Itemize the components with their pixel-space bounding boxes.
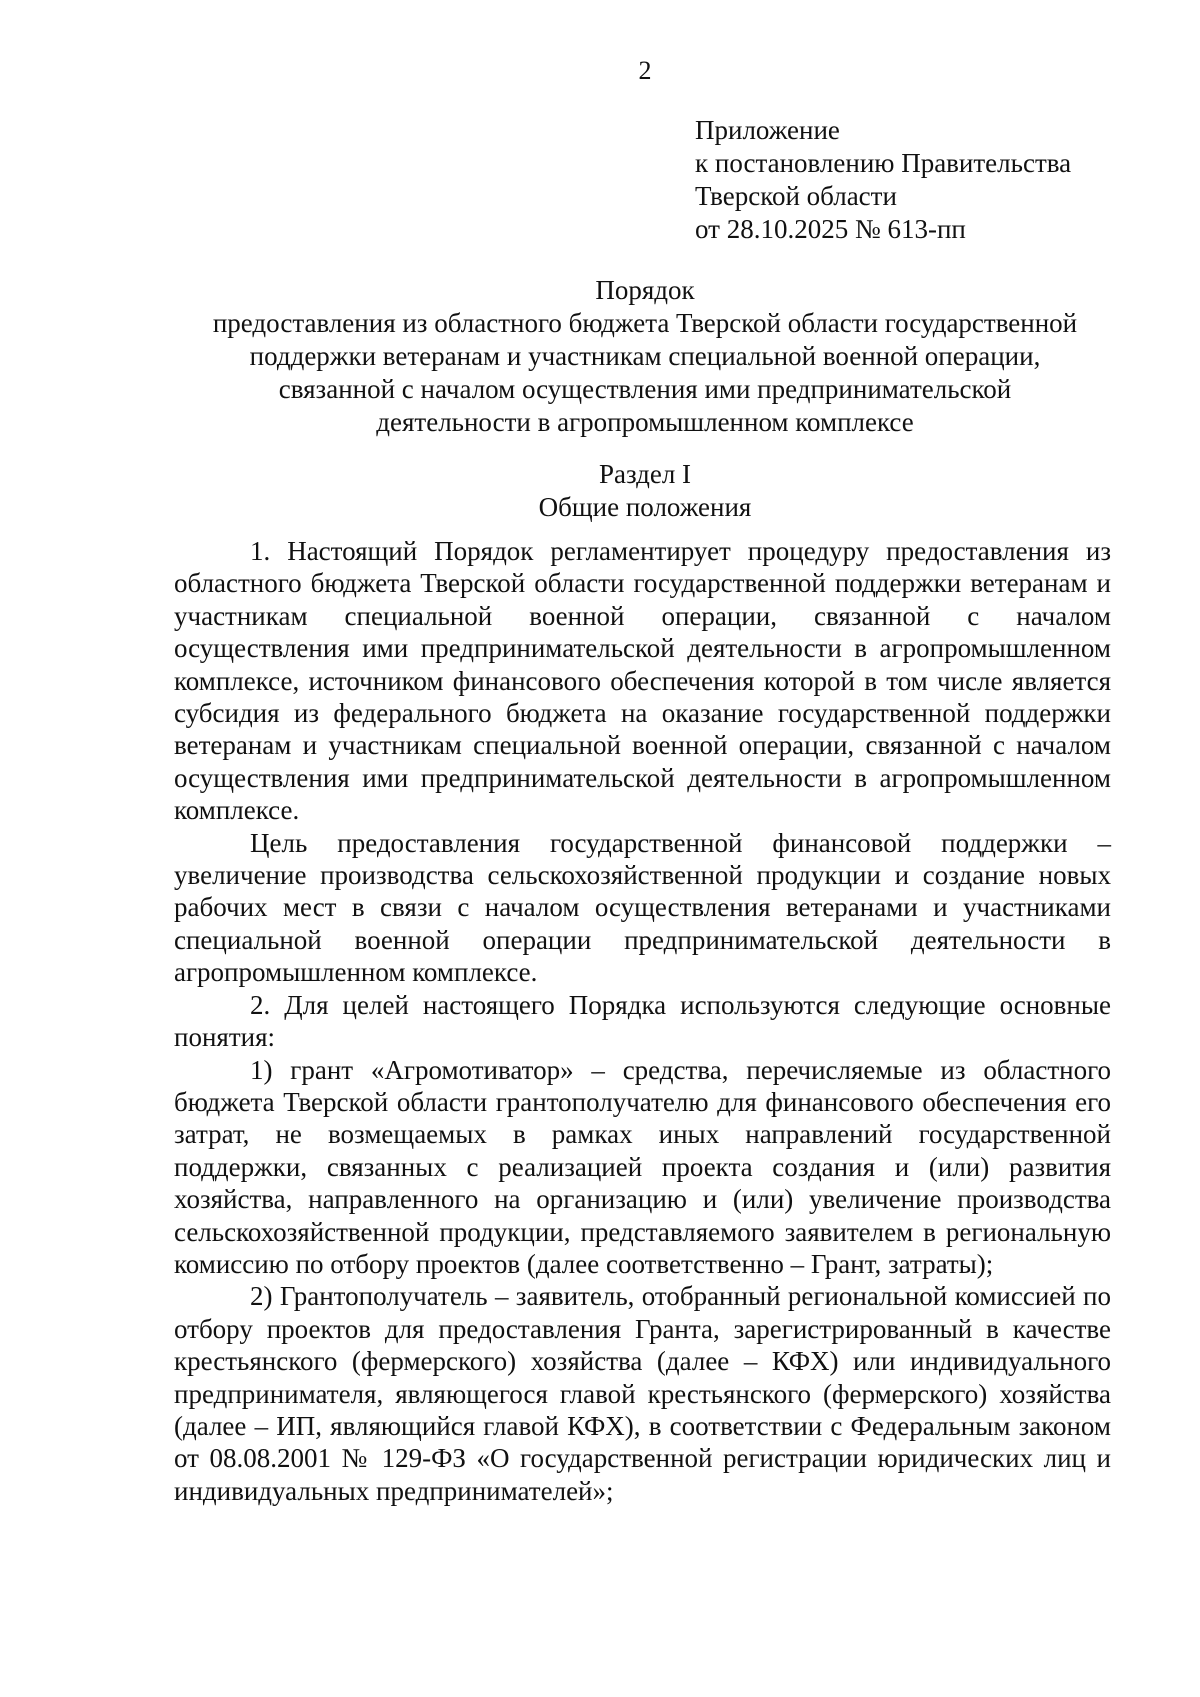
- paragraph: 1) грант «Агромотиватор» – средства, перечисляемые из областного бюджета Тверской области грантополучателю для финансового обеспечения его затрат, не возмещаемых в рамках иных направлений государственной поддержки, связанных с реализацией проекта создания и (или) развития хозяйства, направленного на организацию и (или) увеличение производства сельскохозяйственной продукции, представляемого заявителем в региональную комиссию по отбору проектов (далее соответственно – Грант, затраты);: [174, 1054, 1111, 1279]
- document-body: [174, 535, 1111, 1507]
- paragraph: 2. Для целей настоящего Порядка используются следующие основные понятия:: [174, 989, 1111, 1053]
- appendix-line: Приложение: [695, 115, 840, 145]
- appendix-line: Тверской области: [695, 181, 897, 211]
- page-number: 2: [638, 56, 652, 85]
- section-number: Раздел I: [598, 459, 692, 489]
- title-heading: Порядок: [595, 275, 695, 305]
- document-title: [170, 274, 1120, 439]
- appendix-line: от 28.10.2025 № 613-пп: [695, 214, 966, 244]
- appendix-line: к постановлению Правительства: [695, 148, 1072, 178]
- section-heading: [170, 458, 1120, 524]
- title-line: предоставления из областного бюджета Тверской области государственной: [212, 308, 1078, 338]
- paragraph: 2) Грантополучатель – заявитель, отобранный региональной комиссией по отбору проектов для предоставления Гранта, зарегистрированный в качестве крестьянского (фермерского) хозяйства (далее – КФХ) или индивидуального предпринимателя, являющегося главой крестьянского (фермерского) хозяйства (далее – ИП, являющийся главой КФХ), в соответствии с Федеральным законом от 08.08.2001 № 129-ФЗ «О государственной регистрации юридических лиц и индивидуальных предпринимателей»;: [174, 1281, 1111, 1506]
- title-line: деятельности в агропромышленном комплексе: [376, 407, 914, 437]
- paragraph: Цель предоставления государственной финансовой поддержки – увеличение производства сельскохозяйственной продукции и создание новых рабочих мест в связи с началом осуществления ветеранами и участниками специальной военной операции предпринимательской деятельности в агропромышленном комплексе.: [174, 827, 1111, 988]
- title-line: связанной с началом осуществления ими предпринимательской: [278, 374, 1012, 404]
- appendix-block: [695, 114, 1071, 246]
- paragraph: 1. Настоящий Порядок регламентирует процедуру предоставления из областного бюджета Тверской области государственной поддержки ветеранам и участникам специальной военной операции, связанной с началом осуществления ими предпринимательской деятельности в агропромышленном комплексе, источником финансового обеспечения которой в том числе является субсидия из федерального бюджета на оказание государственной поддержки ветеранам и участникам специальной военной операции, связанной с началом осуществления ими предпринимательской деятельности в агропромышленном комплексе.: [174, 536, 1111, 826]
- section-name: Общие положения: [538, 492, 752, 522]
- title-line: поддержки ветеранам и участникам специальной военной операции,: [249, 341, 1041, 371]
